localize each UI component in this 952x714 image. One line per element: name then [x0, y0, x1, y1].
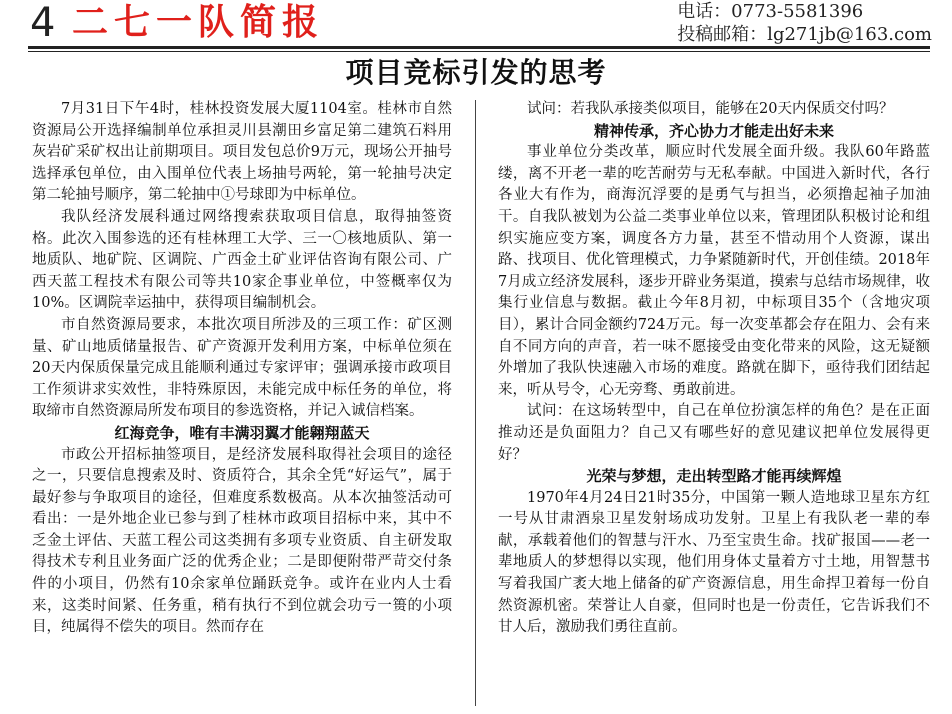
- header-rule-thin: [28, 51, 930, 52]
- paragraph: 试问：若我队承接类似项目，能够在20天内保质交付吗？: [527, 101, 894, 117]
- paragraph: 7月31日下午4时，桂林投资发展大厦1104室。桂林市自然资源局公开选择编制单位承担灵川县潮田乡富足第二建筑石料用灰岩矿采矿权出让前期项目。项目发包总价9万元，现场公开抽号选择承包单位，由入围单位代表上场抽号两轮，第一轮抽号决定第二轮抽号顺序，第二轮抽中①号球即为中标单位。: [32, 101, 452, 204]
- article-title: 项目竞标引发的思考: [345, 56, 607, 89]
- contact-info: [677, 0, 932, 46]
- article-column-left: [32, 99, 452, 639]
- paragraph: 1970年4月24日21时35分，中国第一颗人造地球卫星东方红一号从甘肃酒泉卫星发射场成功发射。卫星上有我队老一辈的奉献，承载着他们的智慧与汗水、乃至宝贵生命。找矿报国——老一辈地质人的梦想得以实现，他们用身体丈量着方寸土地，用智慧书写着我国广袤大地上储备的矿产资源信息，用生命捍卫着每一份自然资源机密。荣誉让人自豪，但同时也是一份责任，它告诉我们不甘人后，激励我们勇往直前。: [498, 489, 930, 636]
- paragraph: 试问：在这场转型中，自己在单位扮演怎样的角色？是在正面推动还是负面阻力？自己又有哪些好的意见建议把单位发展得更好？: [498, 403, 930, 463]
- section-heading: 光荣与梦想，走出转型路才能再续辉煌: [586, 467, 842, 486]
- masthead: [0, 0, 952, 46]
- contact-email: 投稿邮箱：lg271jb@163.com: [677, 24, 932, 45]
- paragraph: 事业单位分类改革，顺应时代发展全面升级。我队60年路蓝缕，离不开老一辈的吃苦耐劳与无私奉献。中国进入新时代，各行各业大有作为，商海沉浮要的是勇气与担当，必须撸起袖子加油干。自我队被划为公益二类事业单位以来，管理团队积极讨论和组织实施应变方案，调度各方力量，甚至不惜动用个人资源，谋出路、找项目、优化管理模式，力争紧随新时代，开创佳绩。2018年7月成立经济发展科，逐步开辟业务渠道，摸索与总结市场规律，收集行业信息与数据。截止今年8月初，中标项目35个（含地灾项目），累计合同金额约724万元。每一次变革都会存在阻力、会有来自不同方向的声音，若一味不愿接受由变化带来的风险，这无疑额外增加了我队快速融入市场的难度。路就在脚下，亟待我们团结起来，听从号令，心无旁骛、勇敢前进。: [498, 144, 930, 398]
- page-number: 4: [30, 0, 56, 46]
- paper-name: 二七一队简报: [72, 2, 325, 43]
- section-heading: 红海竞争，唯有丰满羽翼才能翱翔蓝天: [114, 423, 370, 442]
- paragraph: 我队经济发展科通过网络搜索获取项目信息，取得抽签资格。此次入围参选的还有桂林理工大学、三一〇核地质队、第一地质队、地矿院、区调院、广西金土矿业评估咨询有限公司、广西天蓝工程技术有限公司等共10家企事业单位，中签概率仅为10%。区调院幸运抽中，获得项目编制机会。: [32, 208, 452, 312]
- header-rule-thick: [28, 46, 930, 49]
- paragraph: 市政公开招标抽签项目，是经济发展科取得社会项目的途径之一，只要信息搜索及时、资质符合，其余全凭“好运气”，属于最好参与争取项目的途径，但难度系数极高。从本次抽签活动可看出：一是外地企业已参与到了桂林市政项目招标中来，其中不乏金土评估、天蓝工程公司这类拥有多项专业资质、自主研发取得技术专利且业务面广泛的优秀企业；二是即便附带严苛交付条件的小项目，仍然有10余家单位踊跃竞争。或许在业内人士看来，这类时间紧、任务重，稍有执行不到位就会功亏一篑的小项目，纯属得不偿失的项目。然而存在: [32, 446, 452, 636]
- contact-phone: 电话：0773-5581396: [677, 1, 864, 22]
- paragraph: 市自然资源局要求，本批次项目所涉及的三项工作：矿区测量、矿山地质储量报告、矿产资源开发利用方案，中标单位须在20天内保质保量完成且能顺利通过专家评审；强调承接市政项目工作须讲求实效性，非特殊原因，未能完成中标任务的单位，将取缔市自然资源局所发布项目的参选资格，并记入诚信档案。: [32, 316, 452, 420]
- column-divider: [475, 100, 476, 706]
- article-column-right: [498, 99, 930, 639]
- section-heading: 精神传承，齐心协力才能走出好未来: [593, 121, 834, 140]
